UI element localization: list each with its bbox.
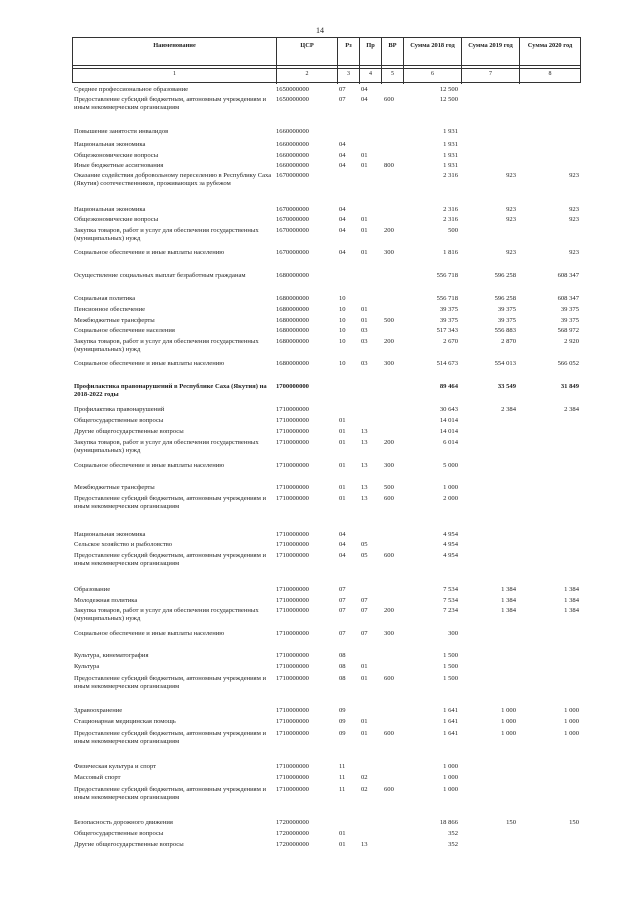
cell-name: Повышение занятости инвалидов	[74, 128, 169, 135]
cell-name: Общегосударственные вопросы	[74, 417, 164, 424]
cell-rz: 01	[339, 495, 346, 502]
cell-pr: 01	[361, 675, 368, 682]
cell-s19: 596 258	[494, 295, 516, 302]
cell-csr: 1710000000	[276, 541, 309, 548]
cell-rz: 08	[339, 652, 346, 659]
cell-pr: 13	[361, 841, 368, 848]
cell-csr: 1680000000	[276, 360, 309, 367]
cell-s20: 608 347	[557, 272, 579, 279]
cell-pr: 04	[361, 86, 368, 93]
cell-csr: 1710000000	[276, 484, 309, 491]
cell-pr: 03	[361, 360, 368, 367]
cell-name: Межбюджетные трансферты	[74, 484, 155, 491]
cell-s20: 31 849	[560, 383, 579, 390]
header-vr-label: ВР	[388, 42, 397, 49]
cell-name: Другие общегосударственные вопросы	[74, 428, 184, 435]
cell-name: Предоставление субсидий бюджетным, автономным учреждениям и иным некоммерческим организациям	[74, 552, 267, 567]
cell-s18: 4 954	[443, 531, 458, 538]
cell-rz: 07	[339, 597, 346, 604]
cell-name: Культура	[74, 663, 100, 670]
cell-s18: 2 000	[443, 495, 458, 502]
cell-vr: 300	[384, 630, 394, 637]
cell-name: Общеэкономические вопросы	[74, 216, 159, 223]
cell-s18: 1 000	[443, 786, 458, 793]
cell-s20: 923	[569, 206, 579, 213]
cell-name: Пенсионное обеспечение	[74, 306, 146, 313]
cell-s19: 923	[506, 216, 516, 223]
header-name-label: Наименование	[153, 42, 196, 49]
cell-s18: 2 316	[443, 216, 458, 223]
cell-csr: 1670000000	[276, 172, 309, 179]
cell-rz: 04	[339, 227, 346, 234]
cell-pr: 02	[361, 786, 368, 793]
cell-s19: 2 870	[501, 338, 516, 345]
cell-csr: 1710000000	[276, 663, 309, 670]
col-number: 2	[305, 71, 309, 77]
header-rz-label: Рз	[345, 42, 352, 49]
cell-rz: 11	[339, 786, 346, 793]
cell-rz: 08	[339, 675, 346, 682]
cell-vr: 600	[384, 495, 394, 502]
cell-name: Среднее профессиональное образование	[74, 86, 189, 93]
cell-name: Предоставление субсидий бюджетным, автономным учреждениям и иным некоммерческим организациям	[74, 786, 267, 801]
cell-s18: 14 014	[439, 428, 458, 435]
cell-name: Молодежная политика	[74, 597, 138, 604]
cell-name: Оказание содействия добровольному переселению в Республику Саха (Якутия) соотечественников, проживающих за рубежом	[74, 172, 272, 187]
cell-s20: 923	[569, 216, 579, 223]
cell-rz: 04	[339, 141, 346, 148]
cell-csr: 1660000000	[276, 152, 309, 159]
cell-csr: 1680000000	[276, 295, 309, 302]
cell-pr: 13	[361, 484, 368, 491]
col-number: 6	[431, 71, 434, 77]
cell-s20: 2 920	[564, 338, 579, 345]
cell-vr: 600	[384, 675, 394, 682]
cell-s19: 596 258	[494, 272, 516, 279]
cell-name: Массовый спорт	[74, 774, 121, 781]
cell-s18: 18 866	[439, 819, 458, 826]
cell-s18: 1 500	[443, 675, 458, 682]
cell-s18: 514 673	[436, 360, 458, 367]
cell-s19: 554 013	[494, 360, 516, 367]
cell-s20: 608 347	[557, 295, 579, 302]
cell-rz: 01	[339, 462, 346, 469]
cell-csr: 1680000000	[276, 338, 309, 345]
cell-vr: 500	[384, 317, 394, 324]
cell-s18: 7 534	[443, 597, 458, 604]
cell-s18: 1 931	[443, 141, 458, 148]
cell-pr: 07	[361, 597, 368, 604]
cell-csr: 1660000000	[276, 162, 309, 169]
cell-vr: 600	[384, 730, 394, 737]
cell-pr: 13	[361, 462, 368, 469]
cell-rz: 11	[339, 774, 346, 781]
cell-name: Здравоохранение	[74, 707, 123, 714]
cell-pr: 01	[361, 317, 368, 324]
cell-s18: 1 000	[443, 774, 458, 781]
cell-s19: 1 384	[501, 597, 516, 604]
cell-rz: 09	[339, 718, 346, 725]
cell-vr: 600	[384, 786, 394, 793]
cell-s18: 2 670	[443, 338, 458, 345]
cell-pr: 04	[361, 96, 368, 103]
cell-name: Закупка товаров, работ и услуг для обеспечения государственных (муниципальных) нужд	[74, 338, 259, 353]
header-sum-2018-label: Сумма 2018 год	[410, 42, 455, 49]
cell-rz: 07	[339, 96, 346, 103]
cell-csr: 1680000000	[276, 272, 309, 279]
cell-rz: 09	[339, 730, 346, 737]
cell-pr: 03	[361, 338, 368, 345]
cell-vr: 600	[384, 552, 394, 559]
cell-s20: 1 384	[564, 607, 579, 614]
cell-name: Закупка товаров, работ и услуг для обеспечения государственных (муниципальных) нужд	[74, 607, 259, 622]
cell-vr: 500	[384, 484, 394, 491]
cell-rz: 04	[339, 216, 346, 223]
cell-pr: 01	[361, 216, 368, 223]
col-number: 8	[548, 71, 552, 77]
cell-name: Предоставление субсидий бюджетным, автономным учреждениям и иным некоммерческим организациям	[74, 495, 267, 510]
cell-vr: 200	[384, 227, 394, 234]
cell-name: Осуществление социальных выплат безработным гражданам	[74, 272, 246, 279]
cell-s18: 12 500	[439, 96, 458, 103]
cell-s18: 352	[448, 841, 458, 848]
cell-rz: 04	[339, 249, 346, 256]
cell-s18: 6 014	[443, 439, 458, 446]
cell-pr: 01	[361, 306, 368, 313]
cell-s20: 1 000	[564, 707, 579, 714]
cell-s18: 1 500	[443, 652, 458, 659]
header-pr-label: Пр	[366, 42, 375, 49]
cell-name: Межбюджетные трансферты	[74, 317, 155, 324]
cell-name: Общегосударственные вопросы	[74, 830, 164, 837]
cell-s18: 14 014	[439, 417, 458, 424]
cell-csr: 1710000000	[276, 417, 309, 424]
cell-s18: 500	[448, 227, 458, 234]
cell-rz: 04	[339, 541, 346, 548]
cell-name: Национальная экономика	[74, 531, 146, 538]
cell-s18: 4 954	[443, 541, 458, 548]
cell-name: Общеэкономические вопросы	[74, 152, 159, 159]
cell-s20: 39 375	[560, 317, 579, 324]
cell-pr: 13	[361, 439, 368, 446]
cell-pr: 13	[361, 428, 368, 435]
cell-s20: 568 972	[557, 327, 579, 334]
cell-s18: 7 534	[443, 586, 458, 593]
col-number: 1	[173, 71, 176, 77]
cell-name: Предоставление субсидий бюджетным, автономным учреждениям и иным некоммерческим организациям	[74, 730, 267, 745]
cell-s19: 923	[506, 172, 516, 179]
cell-pr: 02	[361, 774, 368, 781]
cell-s18: 1 000	[443, 763, 458, 770]
cell-csr: 1710000000	[276, 774, 309, 781]
cell-s19: 1 384	[501, 586, 516, 593]
cell-csr: 1720000000	[276, 819, 309, 826]
cell-csr: 1670000000	[276, 216, 309, 223]
cell-name: Социальное обеспечение и иные выплаты населению	[74, 360, 225, 367]
cell-rz: 04	[339, 152, 346, 159]
cell-csr: 1710000000	[276, 531, 309, 538]
cell-rz: 01	[339, 830, 346, 837]
page-number: 14	[316, 26, 324, 35]
cell-s19: 39 375	[497, 317, 516, 324]
cell-rz: 01	[339, 428, 346, 435]
cell-s20: 923	[569, 249, 579, 256]
cell-rz: 04	[339, 206, 346, 213]
cell-s18: 30 643	[439, 406, 458, 413]
cell-pr: 05	[361, 541, 368, 548]
cell-csr: 1650000000	[276, 96, 309, 103]
cell-csr: 1660000000	[276, 141, 309, 148]
cell-name: Социальное обеспечение и иные выплаты населению	[74, 462, 225, 469]
cell-rz: 01	[339, 417, 346, 424]
cell-s18: 1 641	[443, 730, 458, 737]
cell-pr: 01	[361, 249, 368, 256]
cell-rz: 11	[339, 763, 346, 770]
cell-pr: 01	[361, 227, 368, 234]
cell-csr: 1710000000	[276, 707, 309, 714]
cell-csr: 1710000000	[276, 763, 309, 770]
cell-rz: 10	[339, 338, 346, 345]
cell-name: Культура, кинематография	[74, 652, 149, 659]
cell-rz: 01	[339, 841, 346, 848]
cell-s18: 1 500	[443, 663, 458, 670]
cell-s20: 2 384	[564, 406, 579, 413]
cell-s19: 33 549	[497, 383, 516, 390]
cell-s18: 1 000	[443, 484, 458, 491]
cell-csr: 1720000000	[276, 830, 309, 837]
cell-csr: 1710000000	[276, 630, 309, 637]
cell-rz: 10	[339, 327, 346, 334]
cell-rz: 04	[339, 552, 346, 559]
cell-csr: 1710000000	[276, 406, 309, 413]
cell-pr: 01	[361, 730, 368, 737]
cell-csr: 1710000000	[276, 462, 309, 469]
cell-s18: 2 316	[443, 206, 458, 213]
cell-name: Физическая культура и спорт	[74, 763, 157, 770]
cell-name: Социальное обеспечение и иные выплаты населению	[74, 249, 225, 256]
cell-s18: 556 718	[436, 295, 458, 302]
col-number: 3	[347, 71, 350, 77]
cell-pr: 03	[361, 327, 368, 334]
cell-s19: 1 384	[501, 607, 516, 614]
cell-s19: 923	[506, 249, 516, 256]
cell-pr: 07	[361, 630, 368, 637]
cell-csr: 1670000000	[276, 227, 309, 234]
cell-name: Профилактика правонарушений в Республике Саха (Якутия) на 2018-2022 годы	[74, 383, 267, 398]
cell-s19: 1 000	[501, 718, 516, 725]
cell-csr: 1710000000	[276, 730, 309, 737]
cell-rz: 01	[339, 439, 346, 446]
cell-s18: 5 000	[443, 462, 458, 469]
cell-csr: 1710000000	[276, 495, 309, 502]
cell-s19: 2 384	[501, 406, 516, 413]
header-sum-2020-label: Сумма 2020 год	[527, 42, 573, 49]
cell-name: Безопасность дорожного движения	[74, 819, 173, 826]
cell-csr: 1710000000	[276, 718, 309, 725]
cell-name: Социальная политика	[74, 295, 136, 302]
cell-s20: 1 384	[564, 597, 579, 604]
cell-name: Другие общегосударственные вопросы	[74, 841, 184, 848]
cell-csr: 1680000000	[276, 317, 309, 324]
cell-vr: 200	[384, 439, 394, 446]
cell-rz: 10	[339, 317, 346, 324]
col-number: 4	[369, 71, 372, 77]
cell-s19: 150	[506, 819, 516, 826]
col-number: 7	[489, 71, 492, 77]
cell-pr: 01	[361, 663, 368, 670]
cell-s18: 1 931	[443, 152, 458, 159]
cell-pr: 01	[361, 162, 368, 169]
cell-s18: 517 343	[436, 327, 458, 334]
cell-s18: 2 316	[443, 172, 458, 179]
cell-vr: 300	[384, 249, 394, 256]
cell-csr: 1670000000	[276, 206, 309, 213]
cell-s18: 1 641	[443, 718, 458, 725]
cell-name: Национальная экономика	[74, 141, 146, 148]
cell-rz: 07	[339, 586, 346, 593]
cell-s20: 923	[569, 172, 579, 179]
cell-rz: 07	[339, 630, 346, 637]
cell-s19: 1 000	[501, 730, 516, 737]
cell-name: Национальная экономика	[74, 206, 146, 213]
cell-s20: 1 000	[564, 718, 579, 725]
cell-s18: 7 234	[443, 607, 458, 614]
cell-csr: 1710000000	[276, 552, 309, 559]
cell-s18: 1 641	[443, 707, 458, 714]
cell-s18: 300	[448, 630, 458, 637]
cell-csr: 1710000000	[276, 428, 309, 435]
cell-csr: 1710000000	[276, 586, 309, 593]
cell-rz: 10	[339, 295, 346, 302]
cell-vr: 200	[384, 607, 394, 614]
cell-rz: 07	[339, 607, 346, 614]
cell-csr: 1720000000	[276, 841, 309, 848]
cell-s18: 39 375	[439, 306, 458, 313]
cell-vr: 600	[384, 96, 394, 103]
cell-vr: 800	[384, 162, 394, 169]
cell-rz: 07	[339, 86, 346, 93]
cell-csr: 1710000000	[276, 786, 309, 793]
cell-s18: 352	[448, 830, 458, 837]
cell-name: Стационарная медицинская помощь	[74, 718, 176, 725]
cell-csr: 1710000000	[276, 607, 309, 614]
cell-name: Социальное обеспечение населения	[74, 327, 175, 334]
cell-rz: 10	[339, 360, 346, 367]
cell-name: Социальное обеспечение и иные выплаты населению	[74, 630, 225, 637]
header-csr-label: ЦСР	[300, 42, 314, 49]
cell-csr: 1650000000	[276, 86, 309, 93]
cell-vr: 200	[384, 338, 394, 345]
cell-s20: 39 375	[560, 306, 579, 313]
cell-pr: 05	[361, 552, 368, 559]
cell-s19: 923	[506, 206, 516, 213]
cell-rz: 04	[339, 162, 346, 169]
col-number: 5	[391, 71, 394, 77]
cell-s20: 566 052	[557, 360, 579, 367]
cell-s18: 1 931	[443, 162, 458, 169]
header-sum-2019-label: Сумма 2019 год	[468, 42, 513, 49]
cell-s18: 556 718	[436, 272, 458, 279]
cell-name: Сельское хозяйство и рыболовство	[74, 541, 173, 548]
cell-pr: 01	[361, 152, 368, 159]
cell-s19: 39 375	[497, 306, 516, 313]
cell-csr: 1680000000	[276, 306, 309, 313]
cell-csr: 1660000000	[276, 128, 309, 135]
cell-s18: 39 375	[439, 317, 458, 324]
cell-s18: 1 816	[443, 249, 458, 256]
cell-rz: 09	[339, 707, 346, 714]
cell-vr: 300	[384, 360, 394, 367]
cell-s18: 89 464	[439, 383, 458, 390]
cell-csr: 1700000000	[276, 383, 309, 390]
cell-csr: 1670000000	[276, 249, 309, 256]
cell-vr: 300	[384, 462, 394, 469]
cell-csr: 1710000000	[276, 675, 309, 682]
cell-name: Закупка товаров, работ и услуг для обеспечения государственных (муниципальных) нужд	[74, 227, 259, 242]
cell-rz: 08	[339, 663, 346, 670]
cell-name: Предоставление субсидий бюджетным, автономным учреждениям и иным некоммерческим организациям	[74, 675, 267, 690]
cell-name: Предоставление субсидий бюджетным, автономным учреждениям и иным некоммерческим организациям	[74, 96, 267, 111]
cell-s18: 4 954	[443, 552, 458, 559]
cell-s19: 556 883	[494, 327, 516, 334]
cell-s18: 12 500	[439, 86, 458, 93]
cell-s20: 1 000	[564, 730, 579, 737]
cell-pr: 13	[361, 495, 368, 502]
cell-s20: 150	[569, 819, 579, 826]
cell-pr: 01	[361, 718, 368, 725]
cell-s20: 1 384	[564, 586, 579, 593]
cell-s19: 1 000	[501, 707, 516, 714]
cell-rz: 10	[339, 306, 346, 313]
cell-csr: 1680000000	[276, 327, 309, 334]
cell-name: Профилактика правонарушений	[74, 406, 165, 413]
cell-pr: 07	[361, 607, 368, 614]
cell-s18: 1 931	[443, 128, 458, 135]
cell-name: Образование	[74, 586, 111, 593]
cell-csr: 1710000000	[276, 652, 309, 659]
cell-csr: 1710000000	[276, 439, 309, 446]
cell-rz: 04	[339, 531, 346, 538]
cell-csr: 1710000000	[276, 597, 309, 604]
cell-name: Иные бюджетные ассигнования	[74, 162, 164, 169]
cell-name: Закупка товаров, работ и услуг для обеспечения государственных (муниципальных) нужд	[74, 439, 259, 454]
cell-rz: 01	[339, 484, 346, 491]
